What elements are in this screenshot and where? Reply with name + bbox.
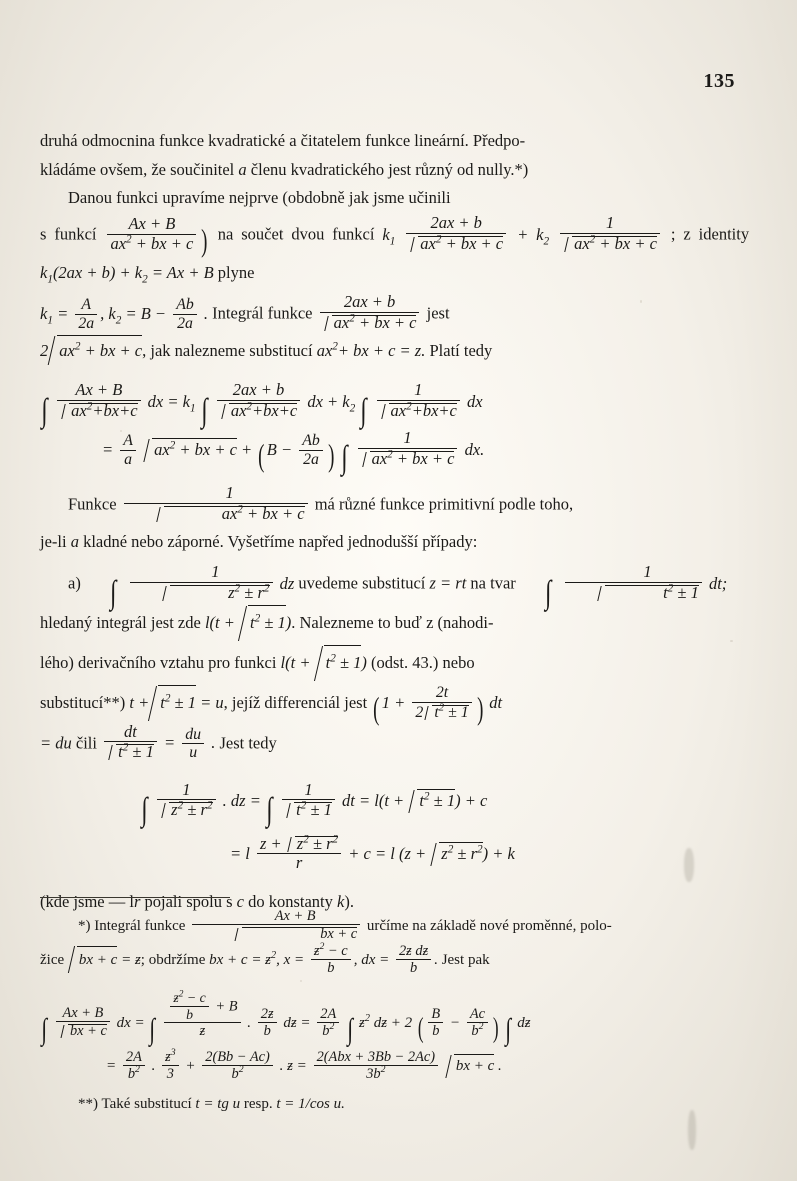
formula-k2-value: $k_2 = B$ − $\frac{Ab}{2a}$ . <box>108 295 209 332</box>
p4-jest-tedy: Jest tedy <box>219 733 277 753</box>
footnote-equation-line-2: = $\frac{2A}{b^2}$ . $\frac{ƶ^3}{3}$ + $\frac{2(Bb - Ac)}{b^2}$ . ƶ = $\frac{\text{2(Abx + 3Bb − 2Ac)}}{3b^2}$ bx + c . <box>106 1047 502 1083</box>
p2-plyne: plyne <box>217 263 255 283</box>
footnote-1-text-a: Integrál funkce <box>94 917 186 934</box>
variable-a: a <box>238 159 247 179</box>
p4-substituci: substitucí**) <box>40 693 126 712</box>
p3-jeli: je-li <box>40 531 67 551</box>
formula-one-over-sqrt: $\frac{1}{ax^2 + bx + c}$ <box>121 495 315 514</box>
formula-case-a-t: ∫ $\frac{1}{t^2 \pm 1}$ dt; <box>545 562 728 611</box>
paragraph-3-line-2 <box>40 529 749 556</box>
p1-text-b: členu kvadratického jest různý od nully.*) <box>250 159 529 179</box>
formula-k1-term: $k_1$ $\frac{2ax + b}{ax^2 + bx + c}$ <box>382 225 517 244</box>
p3-variable-a: a <box>70 531 79 551</box>
paragraph-4-line-2 <box>40 603 749 643</box>
p5-do: do konstanty <box>248 891 333 911</box>
formula-identity: $k_1(2ax + b) + k_2 = Ax + B$ <box>40 263 214 286</box>
paragraph-4-line-5 <box>40 723 749 763</box>
equation-main-line-1: ∫ $\frac{Ax + B}{ax^2+bx+c}$ dx = $k_1$ ∫ $\frac{2ax + b}{ax^2+bx+c}$ dx + $k_2$ ∫ $\frac{1}{ax^2+bx+c}$ dx <box>41 380 483 429</box>
p4-hledany: hledaný integrál jest zde <box>40 613 201 633</box>
formula-2axb-over-sqrt: $\frac{2ax + b}{ax^2 + bx + c}$ <box>317 304 427 323</box>
p4-leho: lého) derivačního vztahu pro funkci <box>40 653 277 673</box>
footnote-2-text-b: resp. <box>243 1096 273 1113</box>
paragraph-2-math-flow <box>40 214 749 293</box>
footnote-2 <box>40 1091 749 1118</box>
equation-result-line-2: = l $\frac{z + z^2 \pm r^2}{r}$ + c = l $(z + z^2 \pm r^2) + k$ <box>230 833 515 873</box>
footnote-1-line-1 <box>40 908 749 943</box>
footnote-1-marker: *) <box>78 917 91 934</box>
formula-du: = du <box>40 733 72 753</box>
formula-sub-u: $t + t^2 \pm 1 = u$ <box>129 693 223 712</box>
p5-k: k <box>337 891 345 911</box>
footnote-1-line-2 <box>40 943 749 976</box>
p2-integral-funkce: Integrál funkce <box>212 303 313 323</box>
p4-cili: čili <box>75 733 97 753</box>
paragraph-2-line-1: Danou funkci upravíme nejprve (obdobně jak jsme učinili <box>68 188 451 208</box>
p2-s-funkci: s funkcí <box>40 224 97 244</box>
p2-plati-tedy: Platí tedy <box>429 341 493 361</box>
p5-rest: pojali spolu s <box>144 891 233 911</box>
paragraph-2-math-flow-3 <box>40 333 749 367</box>
formula-sub-z-rt: z = rt <box>429 573 467 593</box>
formula-footnote2-cos: t = 1/cos u. <box>276 1096 345 1113</box>
formula-footnote2-tg: t = tg u <box>195 1096 241 1113</box>
p3-kladne: kladné nebo záporné. Vyšetříme napřed jednodušší případy: <box>83 531 478 551</box>
formula-log-form-2: $l(t + t^2 \pm 1)$ <box>281 653 367 672</box>
p2-identity-text: ; z identity <box>670 224 750 244</box>
paragraph-1-line-1: druhá odmocnina funkce kvadratické a čitatelem funkce lineární. Předpo- <box>40 131 526 150</box>
formula-AxB-over-quadratic: $\frac{Ax + B}{ax^2 + bx + c}$ ) <box>104 225 217 244</box>
p2-na-soucet: na součet dvou funkcí <box>217 224 375 244</box>
p4-nalezneme: . Nalezneme to buď z (nahodi- <box>291 613 494 633</box>
paragraph-1-line-2 <box>40 157 749 184</box>
paragraph-4-case-a <box>40 562 749 611</box>
paragraph-2-math-flow-2 <box>40 293 749 333</box>
footnote-divider <box>40 897 230 898</box>
footnote-1-text-b: určíme na základě nové proměnné, polo- <box>366 917 612 934</box>
body-text <box>40 128 749 918</box>
case-label-a: a) <box>68 573 81 593</box>
formula-dt-over-sqrt: $\frac{dt}{t^2 \pm 1}$ = $\frac{du}{u}$ . <box>101 733 219 752</box>
p2-jest: jest <box>426 303 450 323</box>
p1-text-a: kládáme ovšem, že součinitel <box>40 159 235 179</box>
page-number: 135 <box>703 70 735 92</box>
formula-case-a-integral: ∫ $\frac{1}{z^2 \pm r^2}$ dz <box>110 562 299 611</box>
footnote-1-text-c: žice <box>40 951 65 968</box>
formula-differential: ( 1 + $\frac{2t}{2 t^2 \pm 1}$ ) dt <box>373 684 503 726</box>
footnote-1-text-e: Jest pak <box>441 951 490 968</box>
equation-main-line-2: = $\frac{A}{a}$ $ax^2$ + bx + c + ( B − $\frac{Ab}{2a}$ ) ∫ $\frac{1}{ax^2 + bx + c}$ dx. <box>102 428 485 477</box>
p5-lr: — l <box>108 891 134 911</box>
p3-ma-ruzne: má různé funkce primitivní podle toho, <box>314 494 574 514</box>
p5-c: c <box>236 891 244 911</box>
p4-odst: (odst. 43.) nebo <box>371 653 475 673</box>
footnote-equation-line-1: ∫ $\frac{Ax + B}{bx + c}$ dx = ∫ $\frac{ƶ^2 - c}{b}$ + B ƶ . $\frac{2ƶ}{b}$ dƶ = $\frac{2A}{b^2}$ ∫ $ƶ^2$ dƶ + 2 ( $\frac{B}{b}$ − $\frac{Ac}{b^2}$ ) ∫ dƶ <box>41 989 531 1047</box>
formula-footnote-sub: bx + c = ƶ <box>68 952 141 968</box>
paragraph-4-line-4 <box>40 683 749 726</box>
formula-footnote-integrand: $\frac{Ax + B}{bx + c}$ <box>189 918 367 934</box>
footnote-1-text-d: ; obdržíme <box>140 951 206 968</box>
footnotes <box>40 908 749 1118</box>
formula-footnote-obdrzime: bx + $c = ƶ^2$, x = $\frac{ƶ^2 - c}{b}$ , dx = $\frac{\text{2ƶ dƶ}}{b}$ . <box>209 941 442 976</box>
equation-result-line-1: ∫ $\frac{1}{z^2 \pm r^2}$ . dz = ∫ $\frac{1}{t^2 \pm 1}$ dt = $l(t + t^2 \pm 1) + c$ <box>141 779 488 829</box>
footnote-2-marker: **) <box>78 1096 98 1113</box>
p4-jejiz: , jejíž differenciál jest <box>223 693 368 712</box>
formula-k2-term: + $k_2$ $\frac{1}{ax^2 + bx + c}$ <box>517 225 671 244</box>
paragraph-4-line-3 <box>40 643 749 683</box>
p3-funkce: Funkce <box>68 494 117 514</box>
paragraph-3 <box>40 484 749 524</box>
formula-k1-value: $k_1$ = $\frac{A}{2a}$ , <box>40 295 105 332</box>
footnote-2-text-a: Také substitucí <box>101 1096 192 1113</box>
formula-log-form: $l(t + t^2 \pm 1)$ <box>205 613 291 632</box>
p2-jak-nalezneme: , jak nalezneme substitucí <box>142 341 313 361</box>
formula-2sqrt: 2 $ax^2$ + bx + c <box>40 341 142 360</box>
p4-na-tvar: na tvar <box>470 573 516 593</box>
p5-end: ). <box>344 891 354 911</box>
p4-uvedeme: uvedeme substitucí <box>298 573 426 593</box>
formula-substitution: $ax^2+$ bx + c = z. <box>316 340 426 361</box>
p5-r: r <box>133 891 141 911</box>
p5-kde-jsme: (kde jsme <box>40 891 105 911</box>
